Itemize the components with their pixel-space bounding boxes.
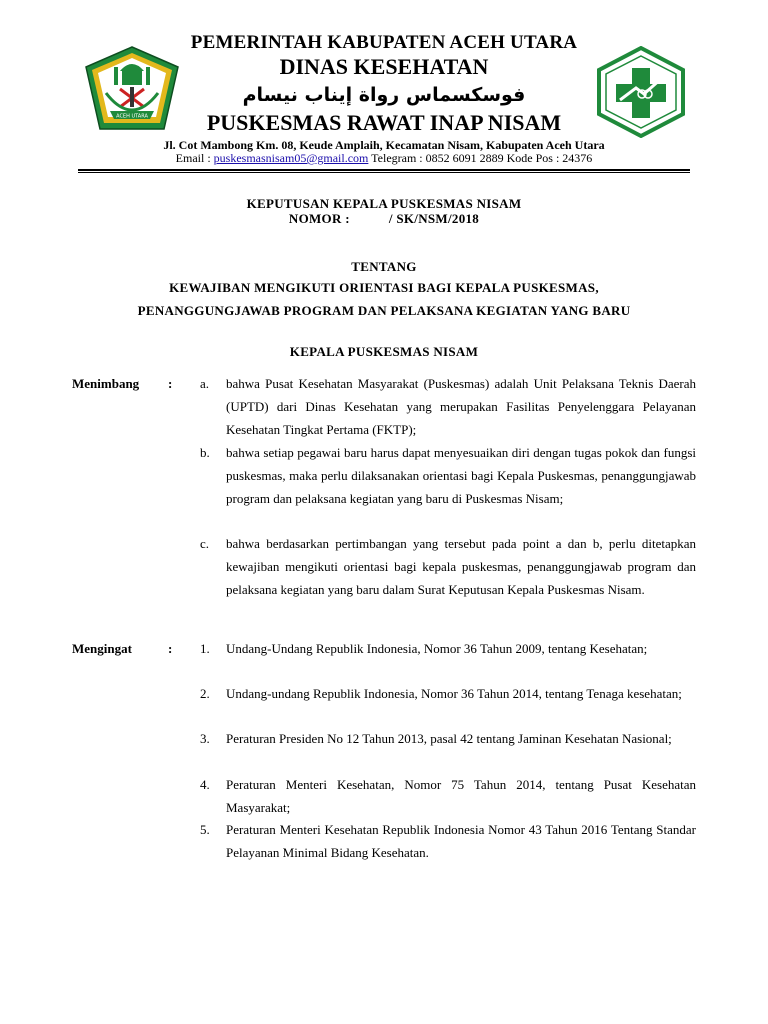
address-line: Jl. Cot Mambong Km. 08, Keude Amplaih, Kecamatan Nisam, Kabupaten Aceh Utara xyxy=(163,138,605,152)
telegram-postal: Telegram : 0852 6091 2889 Kode Pos : 24376 xyxy=(371,151,593,165)
mengingat-label: Mengingat xyxy=(72,641,132,656)
issuer-heading: KEPALA PUSKESMAS NISAM xyxy=(289,344,479,359)
contact-line xyxy=(0,151,768,166)
email-label: Email : xyxy=(175,151,211,165)
header-divider-thick xyxy=(78,169,690,171)
emblem-text: ACEH UTARA xyxy=(116,113,148,120)
decree-title: KEPUTUSAN KEPALA PUSKESMAS NISAM xyxy=(246,196,522,211)
menimbang-item-a: bahwa Pusat Kesehatan Masyarakat (Puskesmas) adalah Unit Pelaksana Teknis Daerah (UPTD) dari Dinas Kesehatan yang merupakan Fasilitas Penyelenggara Pelayanan Kesehatan Tingkat Pertama (FKTP); xyxy=(226,376,696,437)
subject-line-1: KEWAJIBAN MENGIKUTI ORIENTASI BAGI KEPALA PUSKESMAS, xyxy=(169,280,599,295)
mengingat-marker-3: 3. xyxy=(200,731,210,746)
mengingat-item-1: Undang-Undang Republik Indonesia, Nomor 36 Tahun 2009, tentang Kesehatan; xyxy=(226,641,648,656)
mengingat-marker-4: 4. xyxy=(200,777,210,792)
menimbang-colon: : xyxy=(168,376,173,391)
tentang-heading: TENTANG xyxy=(351,259,417,274)
menimbang-item-c: bahwa berdasarkan pertimbangan yang tersebut pada point a dan b, perlu ditetapkan kewajiban mengikuti orientasi bagi kepala puskesmas, penanggungjawab program dan pelaksana kegiatan yang baru dalam Surat Keputusan Kepala Puskesmas Nisam. xyxy=(226,536,696,597)
mengingat-item-2: Undang-undang Republik Indonesia, Nomor 36 Tahun 2014, tentang Tenaga kesehatan; xyxy=(226,686,682,701)
agency-name: DINAS KESEHATAN xyxy=(279,54,489,79)
menimbang-marker-b: b. xyxy=(200,445,210,460)
arabic-name: فوسكسماس رواة إيناب نيسام xyxy=(242,84,526,106)
menimbang-item-b: bahwa setiap pegawai baru harus dapat menyesuaikan diri dengan tugas pokok dan fungsi puskesmas, maka perlu dilaksanakan orientasi bagi Kepala Puskesmas, penanggungjawab program dan pelaksana kegiatan yang baru di Puskesmas Nisam; xyxy=(226,445,696,506)
mengingat-marker-2: 2. xyxy=(200,686,210,701)
mengingat-item-5: Peraturan Menteri Kesehatan Republik Indonesia Nomor 43 Tahun 2016 Tentang Standar Pelayanan Minimal Bidang Kesehatan. xyxy=(226,822,696,860)
mengingat-marker-1: 1. xyxy=(200,641,210,656)
mengingat-item-3: Peraturan Presiden No 12 Tahun 2013, pasal 42 tentang Jaminan Kesehatan Nasional; xyxy=(226,731,672,746)
mengingat-marker-5: 5. xyxy=(200,822,210,837)
decree-number: NOMOR : / SK/NSM/2018 xyxy=(288,211,480,226)
government-name: PEMERINTAH KABUPATEN ACEH UTARA xyxy=(190,32,578,53)
letterhead xyxy=(0,0,768,180)
mengingat-item-4: Peraturan Menteri Kesehatan, Nomor 75 Tahun 2014, tentang Pusat Kesehatan Masyarakat; xyxy=(226,777,696,815)
header-divider-thin xyxy=(78,172,690,173)
menimbang-marker-c: c. xyxy=(200,536,210,551)
menimbang-label: Menimbang xyxy=(72,376,140,391)
institution-name: PUSKESMAS RAWAT INAP NISAM xyxy=(206,110,562,135)
menimbang-marker-a: a. xyxy=(200,376,210,391)
email-link[interactable]: puskesmasnisam05@gmail.com xyxy=(213,151,369,165)
subject-line-2: PENANGGUNGJAWAB PROGRAM DAN PELAKSANA KEGIATAN YANG BARU xyxy=(137,303,631,318)
mengingat-colon: : xyxy=(168,641,173,656)
